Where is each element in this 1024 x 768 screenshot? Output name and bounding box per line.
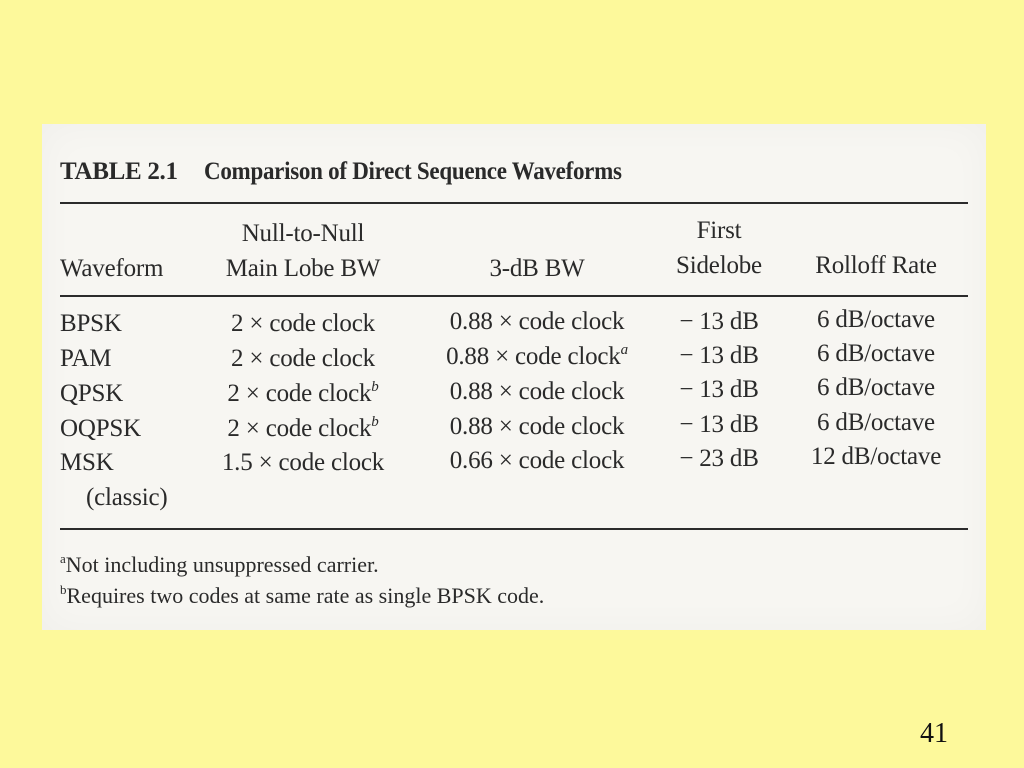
bottom-rule: [60, 528, 968, 530]
cell-rolloff: 12 dB/octave: [810, 443, 942, 470]
cell-sidelobe: − 13 dB: [679, 411, 759, 438]
header-waveform: Waveform: [60, 255, 164, 282]
header-null-line2: Main Lobe BW: [225, 255, 381, 282]
footnote-a: $^a$Not including unsuppressed carrier.: [60, 551, 379, 577]
table-caption: [60, 158, 658, 186]
cell-null-bw: 1.5 × code clock: [221, 449, 385, 476]
table-title: Comparison of Direct Sequence Waveforms: [203, 158, 622, 185]
cell-sidelobe: − 13 dB: [679, 308, 759, 335]
cell-waveform: BPSK: [60, 310, 122, 337]
cell-waveform: MSK: [60, 449, 114, 476]
cell-waveform: PAM: [60, 345, 112, 372]
cell-3db-bw: 0.88 × code clock: [449, 378, 625, 405]
header-sidelobe-line2: Sidelobe: [676, 252, 762, 279]
cell-null-bw: 2 × code clock: [231, 310, 375, 337]
header-rolloff: Rolloff Rate: [815, 252, 937, 279]
top-rule: [60, 202, 968, 204]
scanned-table-image: [42, 124, 986, 630]
cell-rolloff: 6 dB/octave: [817, 306, 935, 333]
table-number: TABLE 2.1: [60, 158, 178, 185]
header-sidelobe-line1: First: [696, 217, 742, 244]
cell-rolloff: 6 dB/octave: [817, 340, 935, 367]
cell-3db-bw: 0.88 × code clock: [449, 308, 625, 335]
cell-null-bw: 2 × code clock$^b$: [227, 414, 379, 442]
footnote-b: $^b$Requires two codes at same rate as single BPSK code.: [60, 582, 545, 608]
cell-3db-bw: 0.88 × code clock: [449, 413, 625, 440]
msk-note: (classic): [86, 484, 168, 511]
header-null-line1: Null-to-Null: [241, 220, 365, 247]
cell-rolloff: 6 dB/octave: [817, 374, 935, 401]
header-3db-bw: 3-dB BW: [489, 255, 585, 282]
cell-waveform: OQPSK: [60, 415, 141, 442]
cell-rolloff: 6 dB/octave: [817, 409, 935, 436]
cell-null-bw: 2 × code clock$^b$: [227, 379, 379, 407]
header-rule: [60, 295, 968, 297]
cell-null-bw: 2 × code clock: [231, 345, 375, 372]
cell-sidelobe: − 13 dB: [679, 342, 759, 369]
cell-sidelobe: − 23 dB: [679, 445, 759, 472]
cell-3db-bw: 0.88 × code clock$^a$: [446, 342, 628, 370]
cell-sidelobe: − 13 dB: [679, 376, 759, 403]
page-number: 41: [920, 718, 948, 749]
cell-3db-bw: 0.66 × code clock: [449, 447, 625, 474]
cell-waveform: QPSK: [60, 380, 124, 407]
